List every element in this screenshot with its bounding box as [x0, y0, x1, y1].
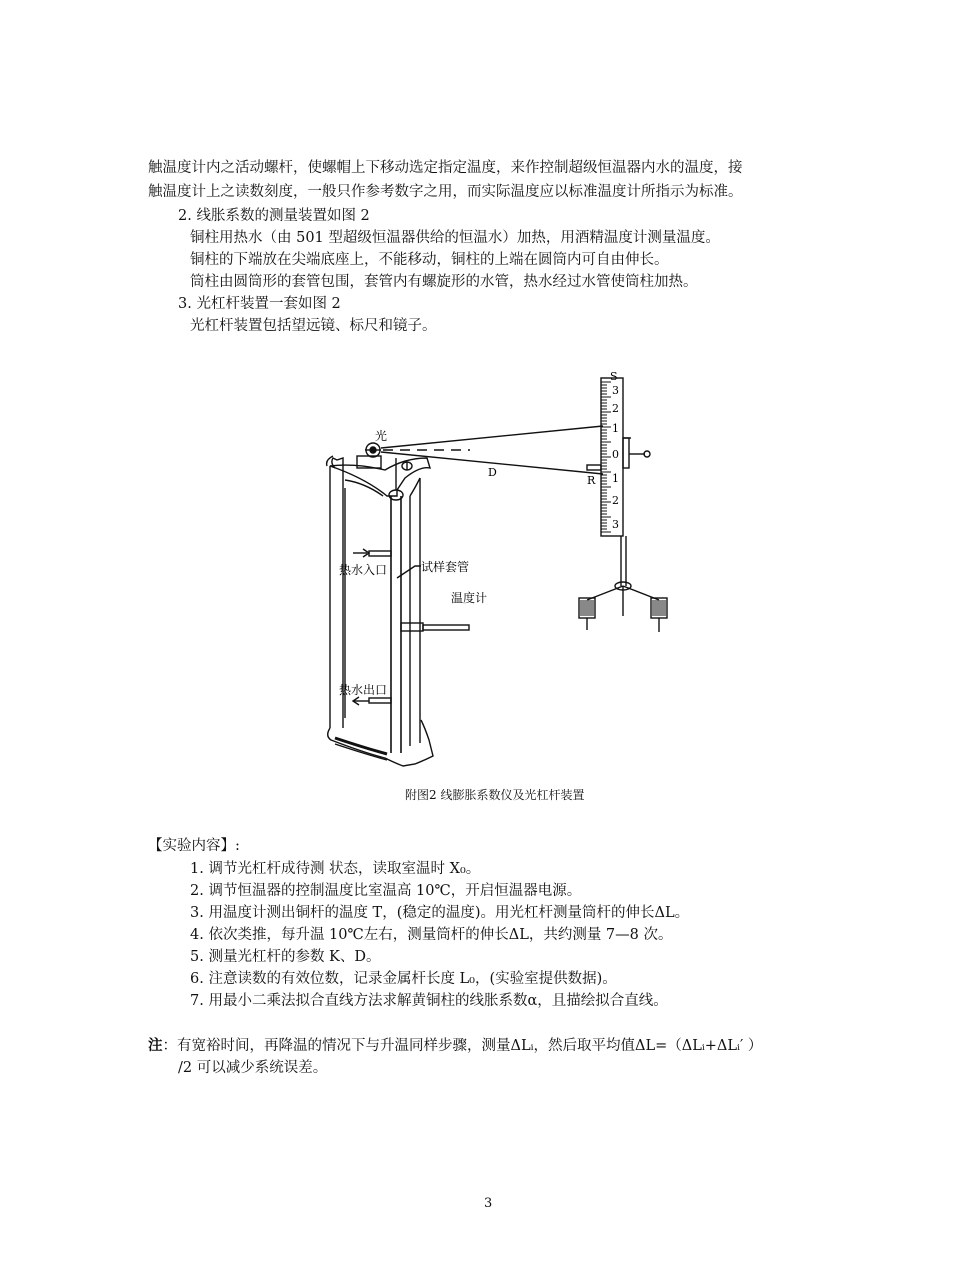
scale-number: 3	[612, 384, 619, 397]
content-heading: 【实验内容】:	[148, 838, 240, 854]
note-line-2: /2 可以减少系统误差。	[178, 1060, 328, 1076]
page-number: 3	[484, 1196, 493, 1211]
note-label: 注	[148, 1037, 163, 1054]
thermometer-tube	[423, 625, 469, 630]
label-guang: 光	[375, 429, 388, 443]
tripod-legs	[587, 586, 659, 608]
inlet-pipe	[369, 551, 391, 556]
light-ray-upper	[381, 426, 603, 448]
item2-line-2: 铜柱的下端放在尖端底座上，不能移动，铜柱的上端在圆筒内可自由伸长。	[190, 252, 669, 268]
step-2: 2. 调节恒温器的控制温度比室温高 10℃，开启恒温器电源。	[190, 883, 582, 899]
item2-heading: 2. 线胀系数的测量装置如图 2	[178, 208, 370, 224]
intro-line-2: 触温度计上之读数刻度，一般只作参考数字之用，而实际温度应以标准温度计所指示为标准。	[148, 184, 743, 200]
item3-heading: 3. 光杠杆装置一套如图 2	[178, 296, 341, 312]
label-D: D	[488, 466, 497, 479]
step-4: 4. 依次类推，每升温 10℃左右，测量筒杆的伸长ΔL，共约测量 7—8 次。	[190, 927, 673, 943]
item2-line-3: 筒柱由圆筒形的套管包围，套管内有螺旋形的水管，热水经过水管使筒柱加热。	[190, 274, 698, 290]
scale-number: 1	[612, 472, 619, 485]
scale-numbers	[612, 384, 619, 531]
intro-line-1: 触温度计内之活动螺杆，使螺帽上下移动选定指定温度，来作控制超级恒温器内水的温度，接	[148, 160, 743, 176]
tube-top	[389, 490, 403, 500]
scale-bracket	[623, 438, 629, 468]
label-outlet: 热水出口	[339, 683, 388, 697]
step-1: 1. 调节光杠杆成待测 状态，读取室温时 X₀。	[190, 861, 481, 877]
note-line-1	[148, 1036, 762, 1056]
step-7: 7. 用最小二乘法拟合直线方法求解黄铜柱的线胀系数α，且描绘拟合直线。	[190, 993, 668, 1009]
label-inlet: 热水入口	[339, 563, 388, 577]
apparatus-figure	[325, 368, 675, 778]
step-3: 3. 用温度计测出铜杆的温度 T，(稳定的温度)。用光杠杆测量筒杆的伸长ΔL。	[190, 905, 690, 921]
note-text-1: ：有宽裕时间，再降温的情况下与升温同样步骤，测量ΔLᵢ，然后取平均值ΔL=（ΔLᵢ+ΔLᵢ′ ）	[162, 1038, 763, 1054]
item2-line-1: 铜柱用热水（由 501 型超级恒温器供给的恒温水）加热，用酒精温度计测量温度。	[190, 230, 720, 246]
scale-number: 3	[612, 518, 619, 531]
label-sleeve: 试样套管	[421, 560, 470, 574]
scale-number: 0	[612, 448, 619, 461]
scale-number: 2	[612, 494, 619, 507]
outlet-pipe	[369, 698, 391, 703]
scale-number: 1	[612, 422, 619, 435]
label-thermometer: 温度计	[451, 591, 488, 605]
scale-number: 2	[612, 402, 619, 415]
step-5: 5. 测量光杠杆的参数 K、D。	[190, 949, 381, 965]
scale-ticks	[601, 382, 611, 532]
cylinder-right-top	[410, 478, 420, 496]
item3-line-1: 光杠杆装置包括望远镜、标尺和镜子。	[190, 318, 437, 334]
label-R: R	[587, 474, 596, 487]
label-S: S	[610, 370, 618, 383]
step-6: 6. 注意读数的有效位数，记录金属杆长度 L₀，(实验室提供数据)。	[190, 971, 617, 987]
apparatus-diagram	[325, 368, 675, 778]
pointer-R	[587, 465, 601, 470]
figure-caption: 附图2 线膨胀系数仪及光杠杆装置	[405, 788, 585, 802]
